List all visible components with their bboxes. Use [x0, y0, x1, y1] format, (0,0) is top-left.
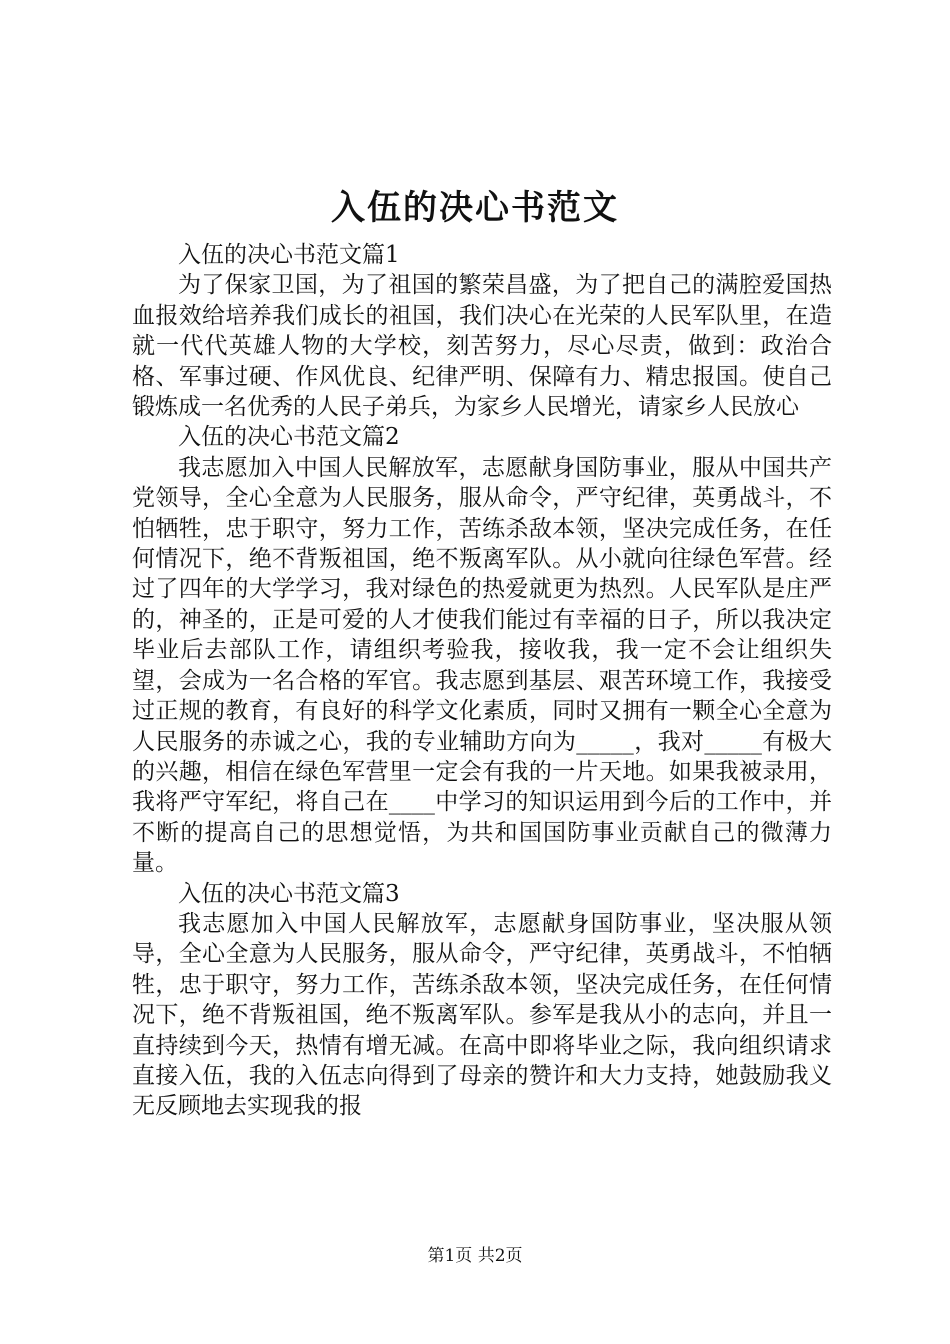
document-body: [132, 240, 832, 1122]
document-title: 入伍的决心书范文: [331, 188, 619, 228]
section-heading-1: 入伍的决心书范文篇1: [178, 242, 400, 268]
page-number-footer: 第1页 共2页: [427, 1246, 523, 1266]
section-heading-2: 入伍的决心书范文篇2: [178, 424, 400, 451]
section-paragraph-3: 我志愿加入中国人民解放军，志愿献身国防事业，坚决服从领导，全心全意为人民服务，服从命令，严守纪律，英勇战斗，不怕牺牲，忠于职守，努力工作，苦练杀敌本领，坚决完成任务，在任何情况下，绝不背叛祖国，绝不叛离军队。参军是我从小的志向，并且一直持续到今天，热情有增无减。在高中即将毕业之际，我向组织请求直接入伍，我的入伍志向得到了母亲的赞许和大力支持，她鼓励我义无反顾地去实现我的报: [132, 910, 832, 1120]
section-heading-3: 入伍的决心书范文篇3: [178, 880, 400, 907]
section-paragraph-2: 我志愿加入中国人民解放军，志愿献身国防事业，服从中国共产党领导，全心全意为人民服务，服从命令，严守纪律，英勇战斗，不怕牺牲，忠于职守，努力工作，苦练杀敌本领，坚决完成任务，在任何情况下，绝不背叛祖国，绝不叛离军队。从小就向往绿色军营。经过了四年的大学学习，我对绿色的热爱就更为热烈。人民军队是庄严的，神圣的，正是可爱的人才使我们能过有幸福的日子，所以我决定毕业后去部队工作，请组织考验我，接收我，我一定不会让组织失望，会成为一名合格的军官。我志愿到基层、艰苦环境工作，我接受过正规的教育，有良好的科学文化素质，同时又拥有一颗全心全意为人民服务的赤诚之心，我的专业辅助方向为_____，我对_____有极大的兴趣，相信在绿色军营里一定会有我的一片天地。如果我被录用，我将严守军纪，将自己在____中学习的知识运用到今后的工作中，并不断的提高自己的思想觉悟，为共和国国防事业贡献自己的微薄力量。: [132, 454, 832, 877]
section-paragraph-1: 为了保家卫国，为了祖国的繁荣昌盛，为了把自己的满腔爱国热血报效给培养我们成长的祖国，我们决心在光荣的人民军队里，在造就一代代英雄人物的大学校，刻苦努力，尽心尽责，做到：政治合格、军事过硬、作风优良、纪律严明、保障有力、精忠报国。使自己锻炼成一名优秀的人民子弟兵，为家乡人民增光，请家乡人民放心: [132, 272, 832, 421]
